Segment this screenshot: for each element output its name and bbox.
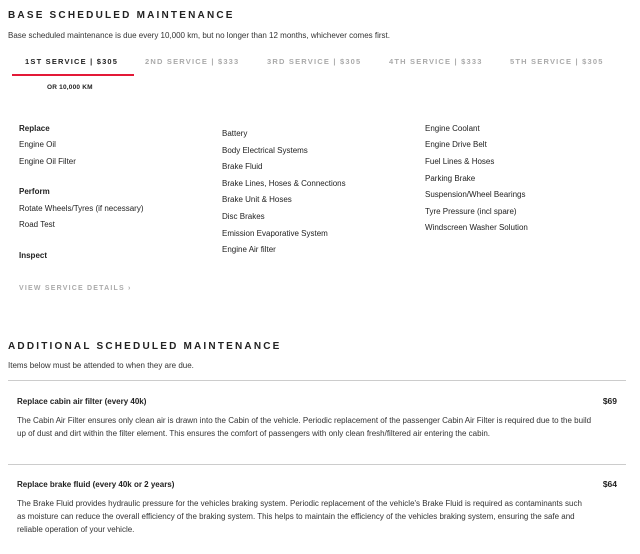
tab-3rd-service[interactable]: 3RD SERVICE | $305 [267, 57, 362, 66]
item-description: The Brake Fluid provides hydraulic pressure for the vehicles braking system. Periodic replacement of the vehicle's Brake Fluid is required as contaminants such as moisture can reduce the overall efficiency of the braking system. This helps to maintain the efficiency of the vehicles braking system, ensuring the safe and reliable operation of your vehicle. [17, 499, 582, 534]
service-item: Engine Oil [19, 140, 56, 149]
view-service-details-link[interactable]: VIEW SERVICE DETAILS › [19, 285, 132, 292]
tab-4th-service[interactable]: 4TH SERVICE | $333 [389, 57, 483, 66]
group-heading-replace: Replace [19, 124, 50, 133]
service-item: Engine Coolant [425, 124, 480, 133]
service-item: Engine Oil Filter [19, 157, 76, 166]
additional-section-description: Items below must be attended to when they are due. [8, 361, 194, 370]
tab-2nd-service[interactable]: 2ND SERVICE | $333 [145, 57, 240, 66]
service-item: Engine Drive Belt [425, 140, 487, 149]
tab-5th-service[interactable]: 5TH SERVICE | $305 [510, 57, 604, 66]
divider [8, 464, 626, 465]
item-price: $64 [602, 479, 617, 489]
item-price: $69 [602, 396, 617, 406]
service-column-1 [19, 124, 214, 264]
service-item: Brake Fluid [222, 162, 263, 171]
service-item: Parking Brake [425, 174, 476, 183]
service-item: Windscreen Washer Solution [425, 223, 528, 232]
divider [8, 380, 626, 381]
service-tabs [8, 57, 620, 77]
service-item: Emission Evaporative System [222, 229, 328, 238]
service-item: Fuel Lines & Hoses [425, 157, 495, 166]
tab-1st-service[interactable]: 1ST SERVICE | $305 [25, 57, 119, 66]
service-item: Suspension/Wheel Bearings [425, 190, 526, 199]
service-item: Disc Brakes [222, 212, 265, 221]
service-item: Battery [222, 129, 248, 138]
service-item: Brake Lines, Hoses & Connections [222, 179, 346, 188]
service-item: Tyre Pressure (incl spare) [425, 207, 517, 216]
service-item: Engine Air filter [222, 245, 276, 254]
item-title: Replace cabin air filter (every 40k) [17, 397, 147, 406]
base-section-title: BASE SCHEDULED MAINTENANCE [8, 10, 235, 21]
service-item: Body Electrical Systems [222, 146, 308, 155]
base-section-description: Base scheduled maintenance is due every 10,000 km, but no longer than 12 months, whichever comes first. [8, 31, 390, 40]
group-heading-perform: Perform [19, 187, 50, 196]
additional-section-title: ADDITIONAL SCHEDULED MAINTENANCE [8, 341, 282, 352]
group-heading-inspect: Inspect [19, 251, 48, 260]
item-description: The Cabin Air Filter ensures only clean air is drawn into the Cabin of the vehicle. Periodic replacement of the passenger Cabin Air Filter is required due to the build up of dust and dirt within the filter element. This ensures the comfort of passengers with only clean fresh/filtered air entering the cabin. [17, 416, 592, 438]
service-interval-label: OR 10,000 KM [47, 84, 93, 91]
active-tab-indicator [12, 74, 134, 76]
service-item: Road Test [19, 220, 55, 229]
service-item: Rotate Wheels/Tyres (if necessary) [19, 204, 144, 213]
service-item: Brake Unit & Hoses [222, 195, 292, 204]
service-column-3 [425, 124, 625, 239]
service-column-2 [222, 129, 417, 259]
item-title: Replace brake fluid (every 40k or 2 years) [17, 480, 175, 489]
